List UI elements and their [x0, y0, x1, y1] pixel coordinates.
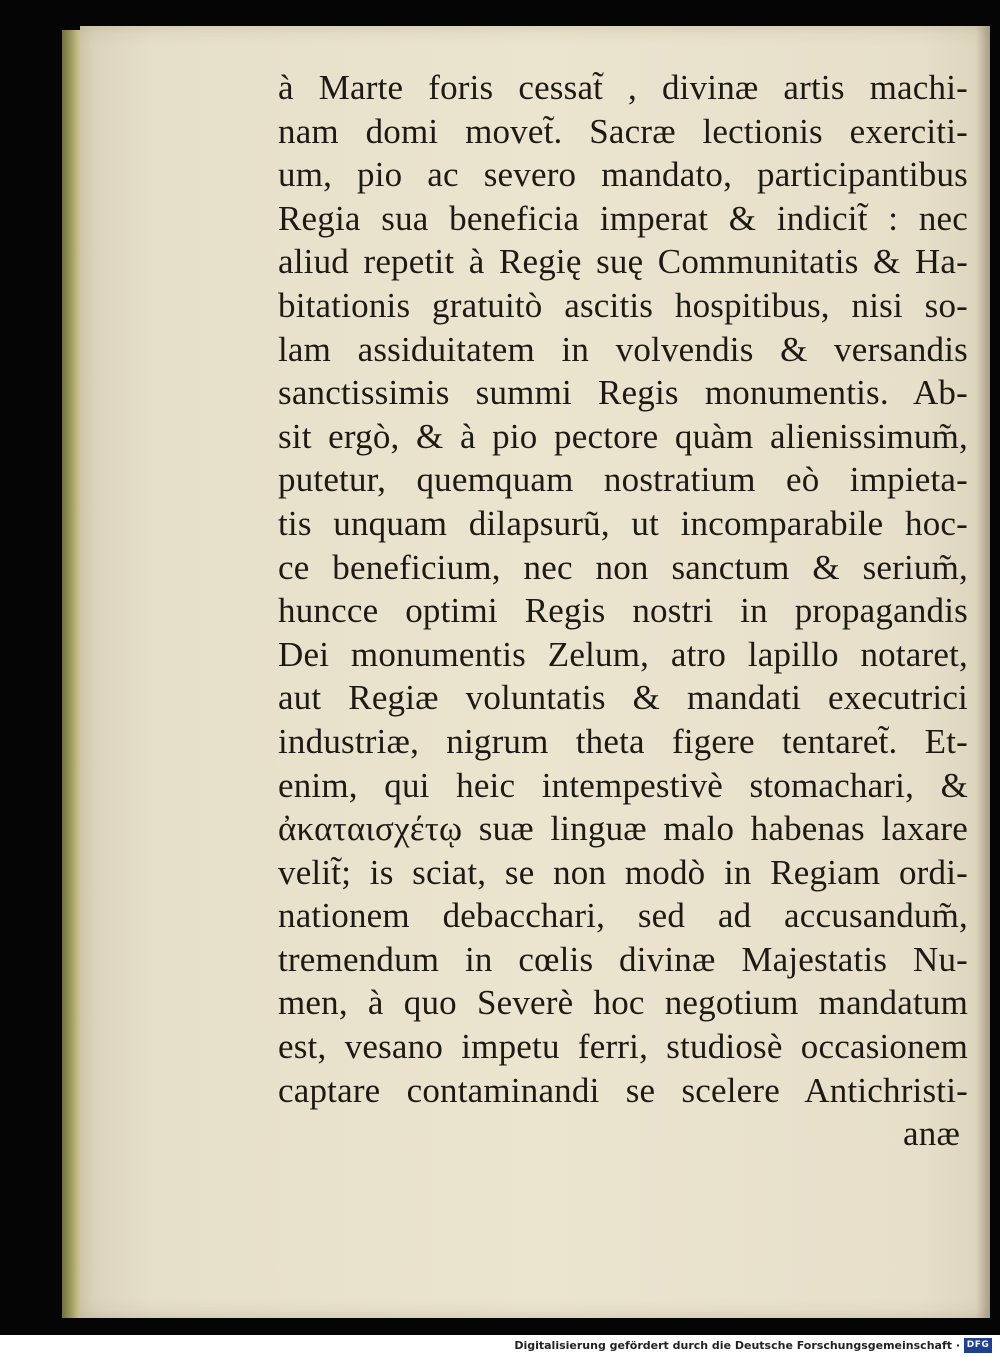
- page-text: [278, 66, 968, 1156]
- text-line: est, vesano impetu ferri, studiosè occasionem: [278, 1027, 968, 1067]
- text-line: à Marte foris cessat̃ , divinæ artis machi-: [278, 68, 968, 107]
- text-line: ἀκαταισχέτῳ suæ linguæ malo habenas laxare: [278, 809, 968, 849]
- text-line: huncce optimi Regis nostri in propagandis: [278, 591, 968, 631]
- text-line: putetur, quemquam nostratium eò impieta-: [278, 460, 968, 500]
- footer-bar: [0, 1335, 1000, 1357]
- text-line: nam domi movet̃. Sacræ lectionis exerciti-: [278, 111, 968, 151]
- text-line: nationem debacchari, sed ad accusandum̃,: [278, 896, 968, 936]
- text-line: velit̃; is sciat, se non modò in Regiam ordi-: [278, 852, 968, 892]
- text-line: aut Regiæ voluntatis & mandati executrici: [278, 678, 968, 718]
- catchword: anæ: [903, 1114, 960, 1154]
- text-line: Regia sua beneficia imperat & indicit̃ : nec: [278, 198, 968, 238]
- page-gutter-shadow: [976, 26, 990, 1318]
- text-line: tis unquam dilapsurũ, ut incomparabile hoc-: [278, 503, 968, 543]
- text-line: enim, qui heic intempestivè stomachari, &: [278, 765, 968, 805]
- funding-credit: Digitalisierung gefördert durch die Deutsche Forschungsgemeinschaft ·: [514, 1339, 960, 1352]
- dfg-logo: DFG: [964, 1338, 992, 1353]
- text-line: Dei monumentis Zelum, atro lapillo notaret,: [278, 634, 968, 674]
- text-line: sit ergò, & à pio pectore quàm alienissimum̃,: [278, 416, 968, 456]
- text-line: um, pio ac severo mandato, participantibus: [278, 155, 968, 195]
- text-line: tremendum in cœlis divinæ Majestatis Nu-: [278, 939, 968, 979]
- text-line: sanctissimis summi Regis monumentis. Ab-: [278, 373, 968, 413]
- text-line: captare contaminandi se scelere Antichristi-: [278, 1070, 968, 1110]
- text-line: men, à quo Severè hoc negotium mandatum: [278, 983, 968, 1023]
- text-line: ce beneficium, nec non sanctum & serium̃,: [278, 547, 968, 587]
- text-line: lam assiduitatem in volvendis & versandis: [278, 329, 968, 369]
- text-line: industriæ, nigrum theta figere tentaret̃. Et-: [278, 721, 968, 761]
- text-line: bitationis gratuitò ascitis hospitibus, nisi so-: [278, 285, 968, 325]
- text-line: aliud repetit à Regię suę Communitatis & Ha-: [278, 242, 968, 282]
